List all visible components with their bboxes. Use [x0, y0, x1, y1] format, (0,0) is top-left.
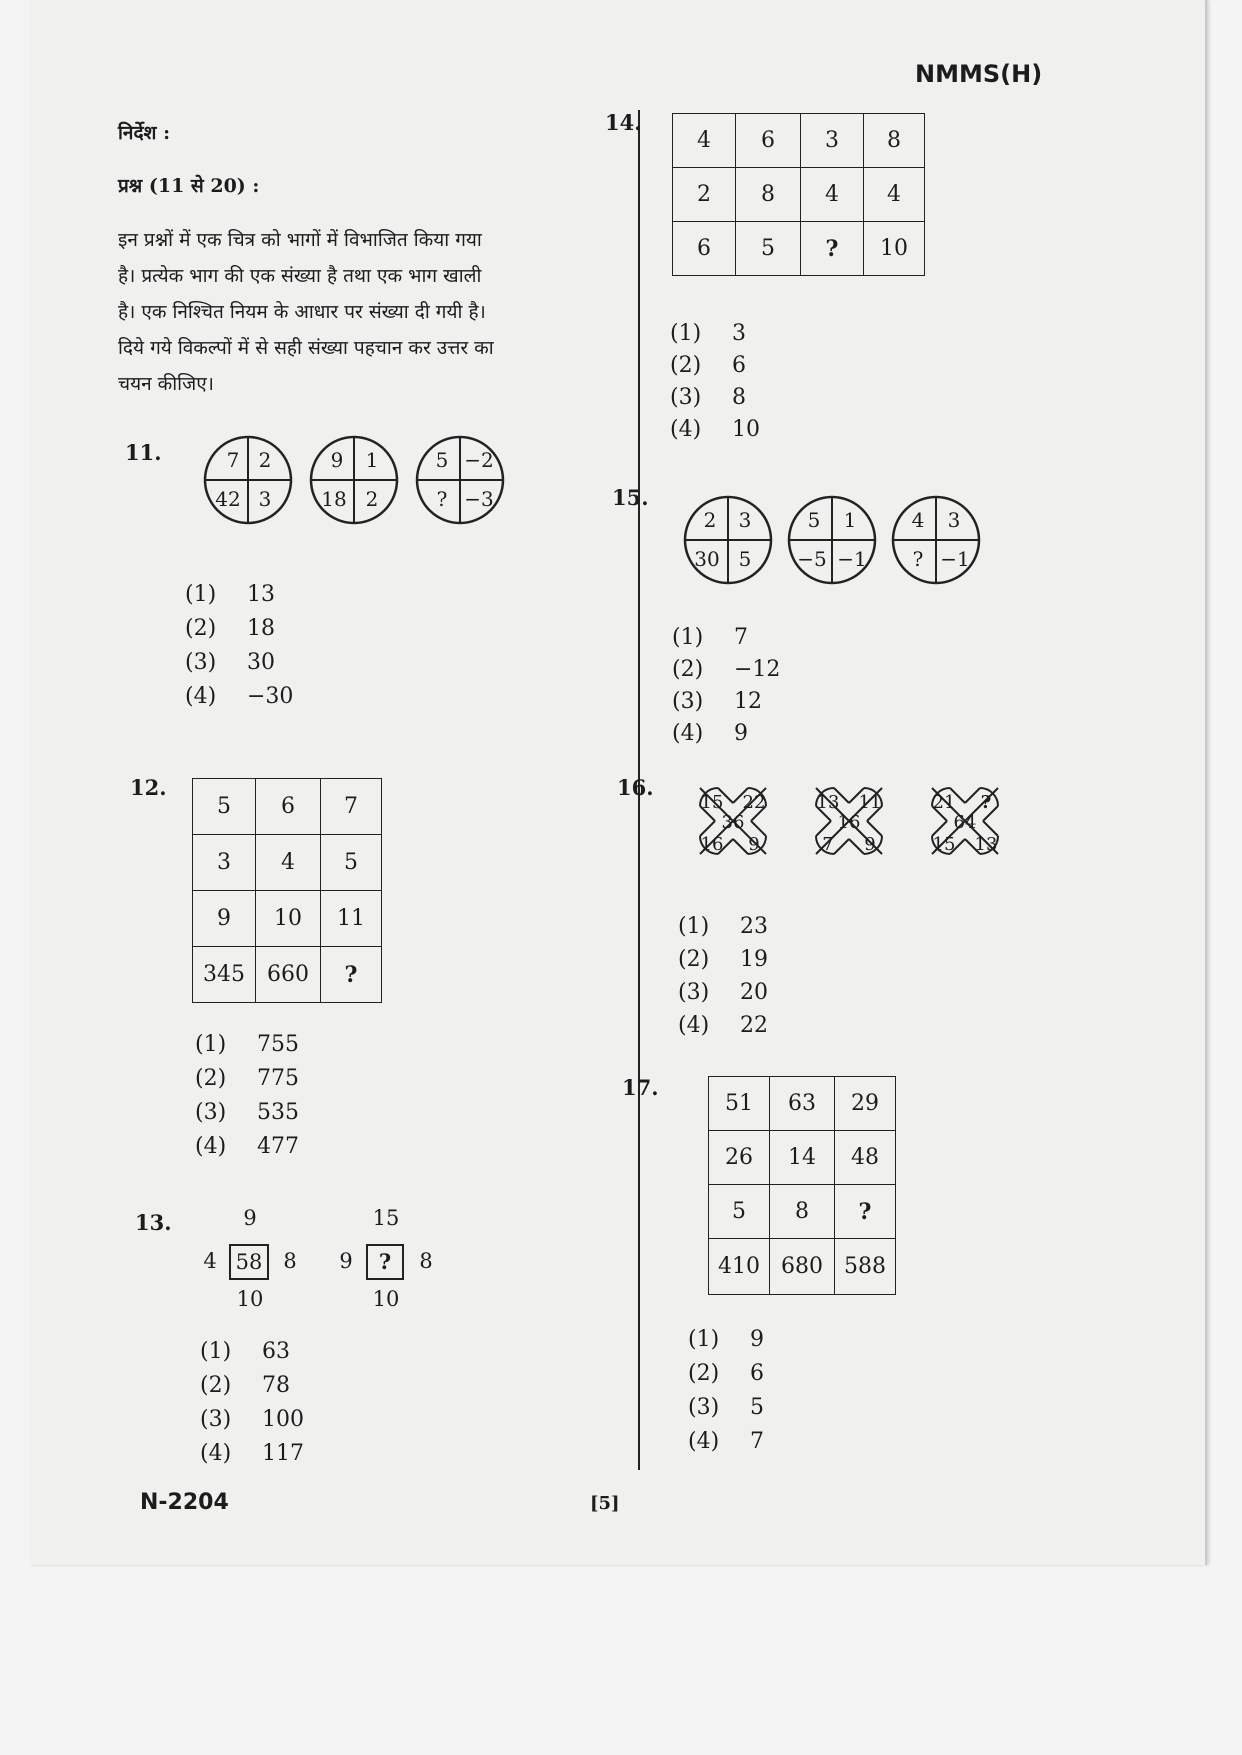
q11-options	[185, 578, 293, 714]
option: (4) 9	[672, 721, 748, 746]
instruction-line: है। प्रत्येक भाग की एक संख्या है तथा एक भाग खाली	[118, 265, 482, 287]
q11-c2-br: 2	[365, 487, 379, 511]
svg-text:4: 4	[203, 1249, 217, 1273]
q13-figure-2	[339, 1206, 432, 1310]
svg-text:30: 30	[694, 547, 720, 571]
q11-c3-bl: ?	[436, 487, 448, 511]
q16-figure-2	[816, 788, 882, 855]
question-number: 15.	[612, 485, 649, 510]
svg-text:9: 9	[339, 1249, 353, 1273]
svg-text:7: 7	[822, 834, 834, 855]
option: (4) −30	[185, 684, 294, 709]
q15-circle-3	[893, 497, 979, 583]
q15-circle-1	[685, 497, 771, 583]
option: (3) 8	[670, 385, 746, 410]
option: (1) 23	[678, 914, 768, 939]
q16-figure-1	[700, 788, 766, 855]
svg-text:15: 15	[700, 792, 724, 813]
q11-c1-bl: 42	[215, 487, 241, 511]
svg-text:16: 16	[837, 812, 861, 833]
option: (1) 755	[195, 1032, 299, 1057]
svg-text:15: 15	[932, 834, 956, 855]
q11-c2-bl: 18	[321, 487, 347, 511]
svg-text:?: ?	[378, 1249, 392, 1274]
svg-text:21: 21	[932, 792, 956, 813]
svg-text:4: 4	[911, 508, 925, 532]
q15-options	[672, 622, 780, 750]
svg-text:13: 13	[816, 792, 840, 813]
option: (1) 63	[200, 1339, 290, 1364]
option: (1) 13	[185, 582, 275, 607]
instruction-line: दिये गये विकल्पों में से सही संख्या पहचान कर उत्तर का	[118, 337, 494, 359]
q11-c3-br: −3	[464, 487, 494, 511]
q11-c1-tr: 2	[258, 448, 272, 472]
option: (3) 30	[185, 650, 275, 675]
q11-circle-2	[311, 437, 397, 523]
svg-text:9: 9	[748, 834, 760, 855]
option: (3) 12	[672, 689, 762, 714]
paper-code: NMMS(H)	[915, 60, 1043, 88]
svg-text:13: 13	[974, 834, 998, 855]
q11-c2-tr: 1	[365, 448, 379, 472]
option: (4) 477	[195, 1134, 299, 1159]
svg-text:16: 16	[700, 834, 724, 855]
svg-text:9: 9	[864, 834, 876, 855]
svg-text:10: 10	[372, 1287, 400, 1310]
option: (2) 6	[670, 353, 746, 378]
instruction-line: चयन कीजिए।	[118, 373, 214, 395]
svg-text:−5: −5	[797, 547, 827, 571]
q11-c2-tl: 9	[330, 448, 344, 472]
svg-text:11: 11	[858, 792, 882, 813]
option: (2) −12	[672, 657, 781, 682]
q16-options	[678, 910, 768, 1042]
q17-options	[688, 1323, 764, 1459]
instruction-heading: निर्देश :	[118, 122, 171, 144]
q16-figure-3	[932, 788, 998, 855]
q11-circle-3	[417, 437, 503, 523]
option: (1) 7	[672, 625, 748, 650]
svg-text:10: 10	[236, 1287, 264, 1310]
q13-options	[200, 1335, 304, 1471]
svg-text:58: 58	[235, 1250, 263, 1274]
option: (1) 3	[670, 321, 746, 346]
q17-grid: 51 63 29 26 14 48 5 8 ? 410 680 588	[708, 1076, 896, 1295]
svg-text:−1: −1	[837, 547, 867, 571]
q11-c3-tl: 5	[435, 448, 449, 472]
option: (4) 22	[678, 1013, 768, 1038]
svg-text:2: 2	[703, 508, 717, 532]
svg-text:3: 3	[738, 508, 752, 532]
question-number: 11.	[125, 440, 162, 465]
svg-text:8: 8	[283, 1249, 297, 1273]
q13-figure-1	[203, 1206, 296, 1310]
q14-grid: 4 6 3 8 2 8 4 4 6 5 ? 10	[672, 113, 925, 276]
option: (4) 117	[200, 1441, 304, 1466]
svg-text:?: ?	[912, 547, 924, 571]
svg-text:3: 3	[947, 508, 961, 532]
q11-c3-tr: −2	[464, 448, 494, 472]
option: (2) 6	[688, 1361, 764, 1386]
option: (2) 78	[200, 1373, 290, 1398]
question-range: प्रश्न (11 से 20) :	[118, 175, 260, 197]
option: (3) 535	[195, 1100, 299, 1125]
option: (3) 100	[200, 1407, 304, 1432]
instruction-line: है। एक निश्चित नियम के आधार पर संख्या दी गयी है।	[118, 301, 486, 323]
option: (2) 775	[195, 1066, 299, 1091]
option: (4) 7	[688, 1429, 764, 1454]
option: (2) 19	[678, 947, 768, 972]
question-number: 12.	[130, 775, 167, 800]
svg-text:−1: −1	[940, 547, 970, 571]
option: (3) 20	[678, 980, 768, 1005]
svg-text:64: 64	[953, 812, 977, 833]
q16-figures	[688, 776, 1048, 872]
option: (1) 9	[688, 1327, 764, 1352]
svg-text:?: ?	[980, 792, 992, 813]
question-number: 14.	[605, 110, 642, 135]
footer-code: N-2204	[140, 1490, 229, 1515]
q15-circle-2	[789, 497, 875, 583]
svg-text:22: 22	[742, 792, 766, 813]
q11-c1-tl: 7	[226, 448, 240, 472]
option: (4) 10	[670, 417, 760, 442]
q13-figures	[200, 1205, 500, 1310]
question-number: 17.	[622, 1075, 659, 1100]
page-number: [5]	[590, 1493, 620, 1514]
svg-text:5: 5	[807, 508, 821, 532]
q14-options	[670, 318, 760, 446]
q11-circle-1	[205, 437, 291, 523]
svg-text:1: 1	[843, 508, 857, 532]
svg-text:36: 36	[721, 812, 745, 833]
question-number: 16.	[617, 775, 654, 800]
q15-circles	[680, 492, 1025, 588]
q12-grid: 5 6 7 3 4 5 9 10 11 345 660 ?	[192, 778, 382, 1003]
option: (3) 5	[688, 1395, 764, 1420]
svg-text:15: 15	[372, 1206, 400, 1230]
instruction-line: इन प्रश्नों में एक चित्र को भागों में विभाजित किया गया	[118, 229, 482, 251]
exam-page	[30, 0, 1207, 1565]
q12-options	[195, 1028, 299, 1164]
q11-c1-br: 3	[258, 487, 272, 511]
svg-text:8: 8	[419, 1249, 433, 1273]
option: (2) 18	[185, 616, 275, 641]
svg-text:5: 5	[738, 547, 752, 571]
svg-text:9: 9	[243, 1206, 257, 1230]
question-number: 13.	[135, 1210, 172, 1235]
instruction-text	[118, 222, 618, 402]
q11-circles	[200, 432, 550, 528]
